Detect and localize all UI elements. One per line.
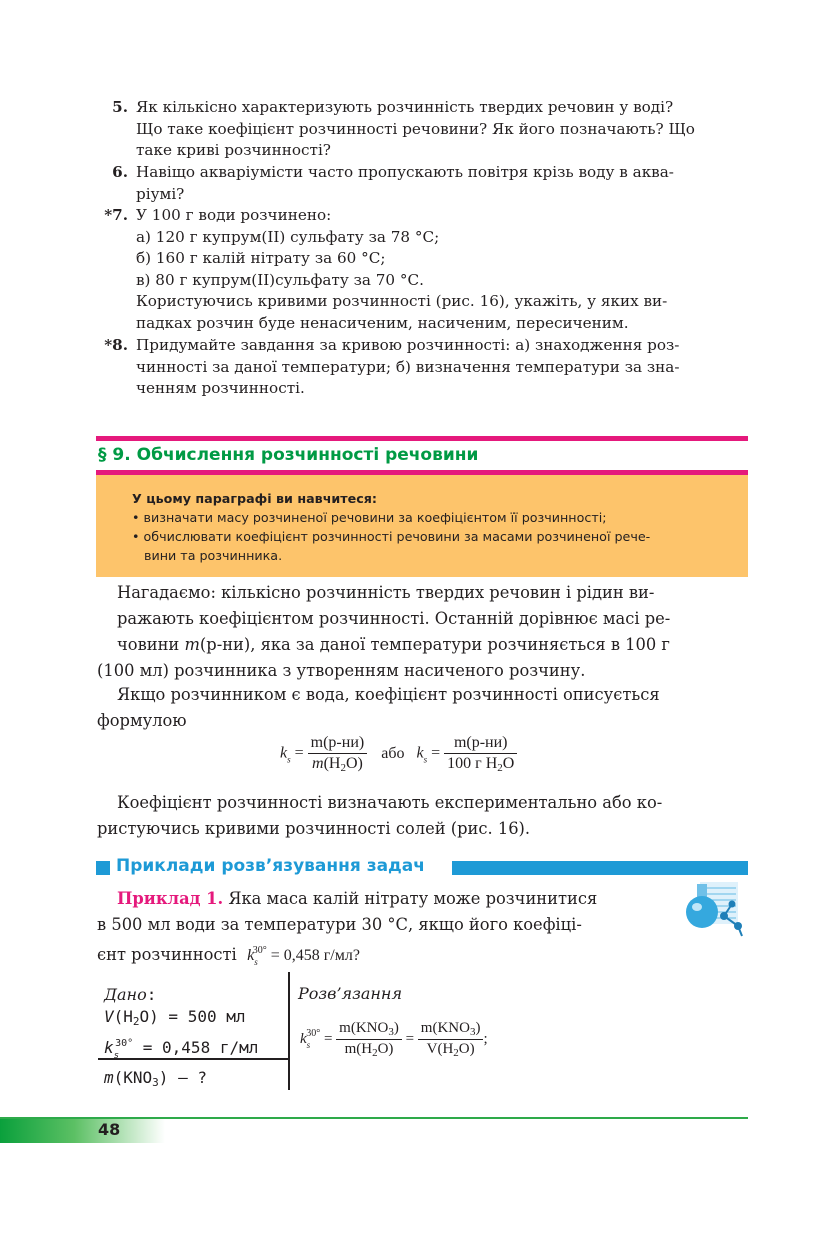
given-label: Дано <box>104 985 147 1004</box>
goal-item: • обчислювати коефіцієнт розчинності речовини за масами розчиненої рече- <box>132 529 651 544</box>
given-coefficient: $k_s^{30^\circ} = 0,458$ г/мл <box>104 1038 259 1061</box>
solution-formula: $k_s^{30^\circ}$ = $\frac{m(KNO_3)}{m(H_2O)}$ = $\frac{m(KNO_3)}{V(H_2O)}$ ; <box>300 1020 488 1059</box>
paragraph-line: Якщо розчинником є вода, коефіцієнт розчинності описується <box>117 685 660 704</box>
question-number: 5. <box>112 98 128 116</box>
section-title: § 9. Обчислення розчинності речовини <box>98 445 479 465</box>
question-line: ченням розчинності. <box>136 379 305 398</box>
flask-icon <box>680 880 750 940</box>
example-label: Приклад 1. <box>117 889 224 908</box>
paragraph-line: ристуючись кривими розчинності солей (рис. 16). <box>97 819 531 838</box>
find-quantity: $m(KNO_3)$ — ? <box>104 1068 207 1089</box>
question-line: таке криві розчинності? <box>136 141 331 160</box>
question-number: *8. <box>104 336 128 354</box>
goal-item: вини та розчинника. <box>144 548 283 563</box>
formula-fraction-1: $\frac{m(р-ни)}{m(H_2O)}$ <box>308 734 368 774</box>
goals-list <box>132 508 732 565</box>
paragraph-intro <box>97 580 748 684</box>
question-line: падках розчин буде ненасиченим, насиченим, пересиченим. <box>136 313 629 332</box>
solution-fraction-2: $\frac{m(KNO_3)}{V(H_2O)}$ <box>418 1020 484 1059</box>
question-line: У 100 г води розчинено: <box>136 206 332 224</box>
formula-fraction-2: $\frac{m(р-ни)}{100 г H_2O}$ <box>444 734 517 774</box>
question-text <box>136 335 748 400</box>
question-line: а) 120 г купрум(ІІ) сульфату за 78 °С; <box>136 227 440 246</box>
paragraph-coefficient <box>97 790 748 842</box>
section-goals-box <box>96 475 748 577</box>
example-1-problem: Приклад 1. Яка маса калій нітрату може розчинитися в 500 мл води за температури 30 °С, якщо його коефіці- єнт розчинності $k_s^{30^\circ} = 0,458$ г/мл? <box>117 886 677 975</box>
question-text <box>136 205 748 335</box>
goals-heading: У цьому параграфі ви навчитеся: <box>132 491 377 506</box>
page-number: 48 <box>98 1120 121 1139</box>
question-number: *7. <box>104 206 128 224</box>
question-line: Що таке коефіцієнт розчинності речовини? Як його позначають? Що <box>136 119 695 138</box>
question-line: Навіщо акваріумісти часто пропускають повітря крізь воду в аква- <box>136 163 674 181</box>
solution-label: Розв’язання <box>298 984 403 1003</box>
question-line: в) 80 г купрум(ІІ)сульфату за 70 °С. <box>136 270 424 289</box>
question-line: б) 160 г калій нітрату за 60 °С; <box>136 249 386 268</box>
question-line: Придумайте завдання за кривою розчинності: а) знаходження роз- <box>136 336 680 354</box>
paragraph-line: в 500 мл води за температури 30 °С, якщо його коефіці- <box>97 915 582 934</box>
examples-heading: Приклади розв’язування задач <box>116 856 425 876</box>
question-line: чинності за даної температури; б) визначення температури за зна- <box>136 357 680 376</box>
given-volume: $V(H_2O) = 500$ мл <box>104 1007 246 1028</box>
paragraph-line: Коефіцієнт розчинності визначають експериментально або ко- <box>117 793 663 812</box>
paragraph-line: єнт розчинності $k_s^{30^\circ} = 0,458$ г/мл? <box>97 945 360 967</box>
paragraph-formula-intro <box>97 682 748 734</box>
question-number: 6. <box>112 163 128 181</box>
given-solution-divider <box>288 972 290 1090</box>
paragraph-line: ражають коефіцієнтом розчинності. Останній дорівнює масі ре- <box>117 609 671 628</box>
paragraph-line: човини m(р-ни), яка за даної температури розчиняється в 100 г <box>117 635 670 654</box>
paragraph-line: Нагадаємо: кількісно розчинність твердих речовин і рідин ви- <box>117 583 655 602</box>
goal-item: • визначати масу розчиненої речовини за коефіцієнтом її розчинності; <box>132 510 607 525</box>
question-line: ріумі? <box>136 184 185 203</box>
question-line: Користуючись кривими розчинності (рис. 16), укажіть, у яких ви- <box>136 292 668 311</box>
question-text <box>136 162 748 205</box>
question-text <box>136 97 748 162</box>
paragraph-line: формулою <box>97 711 187 730</box>
solution-fraction-1: $\frac{m(KNO_3)}{m(H_2O)}$ <box>336 1020 402 1059</box>
solubility-formula: $k_s$ = $\frac{m(р-ни)}{m(H_2O)}$ або $k_s$ = $\frac{m(р-ни)}{100 г H_2O}$ <box>280 734 517 774</box>
section-top-rule <box>96 436 748 441</box>
given-block: Дано: $V(H_2O) = 500$ мл $k_s^{30^\circ} = 0,458$ г/мл <box>104 984 258 1067</box>
footer-page-tab <box>0 1119 165 1143</box>
question-line: Як кількісно характеризують розчинність твердих речовин у воді? <box>136 98 674 116</box>
heading-square-marker <box>96 861 110 875</box>
heading-rule <box>452 861 748 875</box>
paragraph-line: (100 мл) розчинника з утворенням насиченого розчину. <box>97 661 586 680</box>
